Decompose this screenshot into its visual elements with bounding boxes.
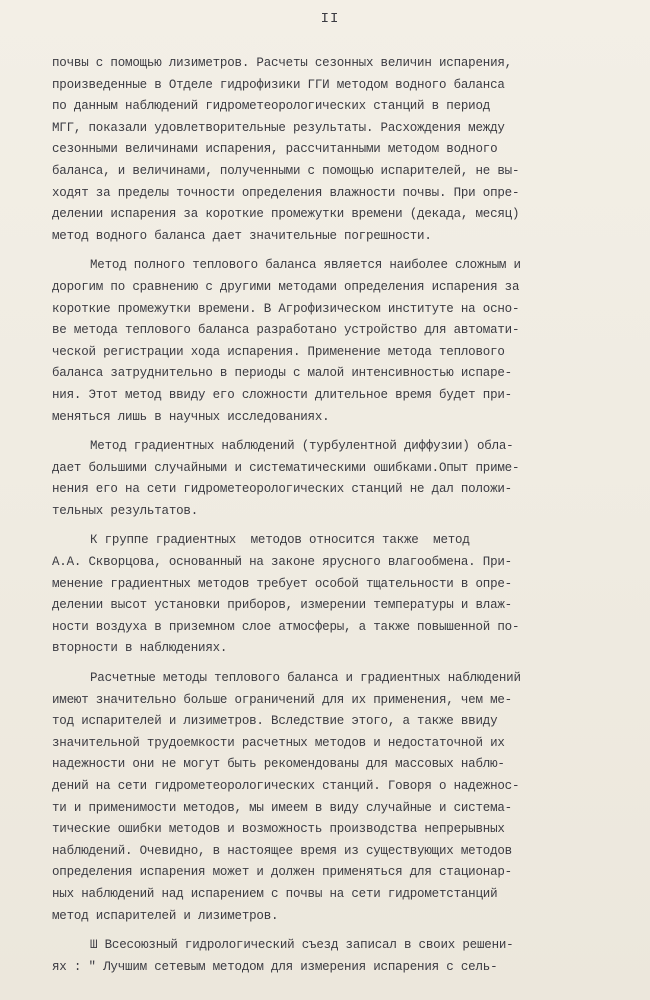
text-line: короткие промежутки времени. В Агрофизическом институте на осно-	[52, 301, 520, 316]
text-line: имеют значительно больше ограничений для их применения, чем ме-	[52, 692, 512, 707]
paragraph-skvortsov-method	[52, 530, 608, 660]
paragraph-heat-balance	[52, 255, 608, 428]
text-line: ных наблюдений над испарением с почвы на сети гидрометстанций	[52, 886, 498, 901]
text-line: Расчетные методы теплового баланса и градиентных наблюдений	[90, 671, 521, 686]
text-line: нения его на сети гидрометеорологических станций не дал положи-	[52, 482, 512, 497]
text-line: А.А. Скворцова, основанный на законе ярусного влагообмена. При-	[52, 555, 512, 570]
text-line: баланса, и величинами, полученными с помощью испарителей, не вы-	[52, 163, 520, 178]
text-line: произведенные в Отделе гидрофизики ГГИ методом водного баланса	[52, 77, 505, 92]
text-line: метод водного баланса дает значительные погрешности.	[52, 228, 432, 243]
paragraph-calculation-methods	[52, 668, 608, 927]
text-line: тельных результатов.	[52, 503, 199, 518]
text-line: дений на сети гидрометеорологических станций. Говоря о надежнос-	[52, 779, 520, 793]
text-line: наблюдений. Очевидно, в настоящее время из существующих методов	[52, 843, 512, 858]
text-line: сезонными величинами испарения, рассчитанными методом водного	[52, 142, 498, 157]
text-line: тод испарителей и лизиметров. Вследствие этого, а также ввиду	[52, 714, 498, 729]
text-line: баланса затруднительно в периоды с малой интенсивностью испаре-	[52, 366, 512, 381]
text-line: по данным наблюдений гидрометеорологических станций в период	[52, 99, 491, 114]
text-line: определения испарения может и должен применяться для стационар-	[52, 865, 512, 880]
paragraph-hydrological-congress	[52, 935, 608, 978]
text-line: менение градиентных методов требует особой тщательности в опре-	[52, 576, 512, 591]
text-line: ния. Этот метод ввиду его сложности длительное время будет при-	[52, 387, 512, 402]
text-line: меняться лишь в научных исследованиях.	[52, 409, 330, 424]
page-number: II	[320, 11, 340, 27]
text-line: вторности в наблюдениях.	[52, 641, 228, 656]
text-line: метод испарителей и лизиметров.	[52, 908, 279, 923]
text-line: ях : " Лучшим сетевым методом для измерения испарения с сель-	[52, 959, 498, 974]
text-line: ти и применимости методов, мы имеем в виду случайные и система-	[52, 800, 512, 815]
text-line: делении высот установки приборов, измерении температуры и влаж-	[52, 598, 512, 613]
text-line: ческой регистрации хода испарения. Применение метода теплового	[52, 344, 505, 359]
text-line: ходят за пределы точности определения влажности почвы. При опре-	[52, 185, 520, 200]
paragraph-lysimeter-water-balance	[52, 53, 608, 247]
text-line: К группе градиентных методов относится также метод	[90, 533, 470, 548]
text-line: дает большими случайными и систематическими ошибками.Опыт приме-	[52, 460, 520, 475]
text-line: почвы с помощью лизиметров. Расчеты сезонных величин испарения,	[52, 56, 512, 70]
text-line: Метод полного теплового баланса является наиболее сложным и	[90, 258, 521, 273]
text-line: Метод градиентных наблюдений (турбулентной диффузии) обла-	[90, 439, 514, 454]
text-line: ве метода теплового баланса разработано устройство для автомати-	[52, 323, 520, 338]
text-line: значительной трудоемкости расчетных методов и недостаточной их	[52, 735, 505, 750]
text-line: дорогим по сравнению с другими методами определения испарения за	[52, 279, 520, 294]
text-line: надежности они не могут быть рекомендованы для массовых наблю-	[52, 757, 505, 772]
paragraph-gradient-method	[52, 436, 608, 522]
text-line: МГГ, показали удовлетворительные результаты. Расхождения между	[52, 120, 505, 135]
text-line: ности воздуха в приземном слое атмосферы, а также повышенной по-	[52, 619, 520, 634]
text-line: тические ошибки методов и возможность производства непрерывных	[52, 822, 505, 837]
text-line: делении испарения за короткие промежутки времени (декада, месяц)	[52, 207, 520, 222]
text-line: Ш Всесоюзный гидрологический съезд записал в своих решени-	[90, 938, 514, 953]
